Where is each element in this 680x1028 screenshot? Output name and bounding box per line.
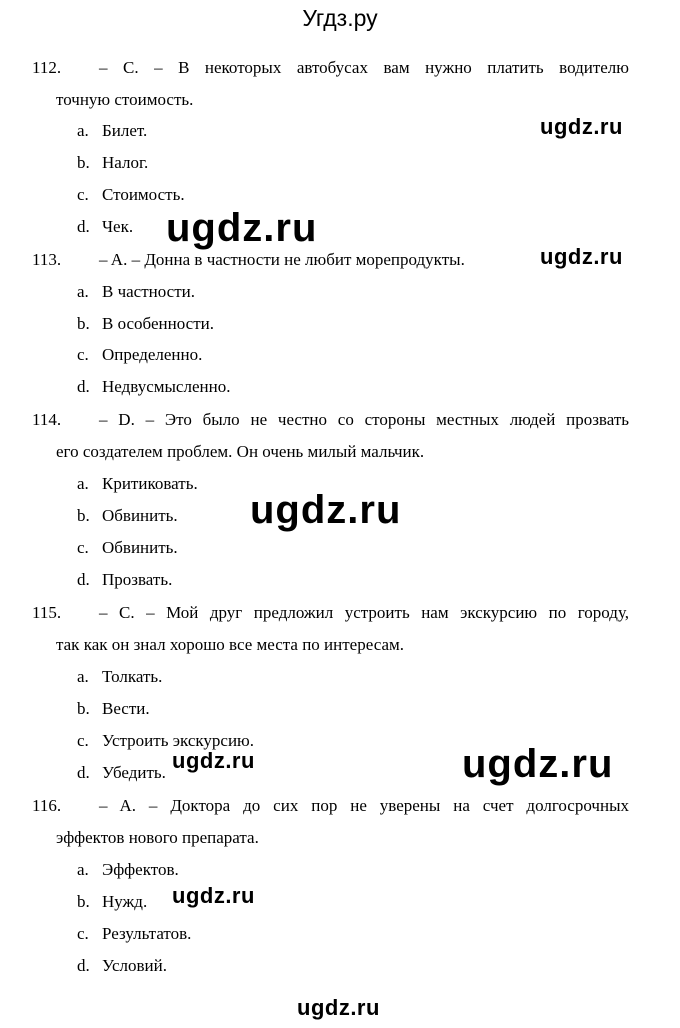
option-b: b. Налог.	[77, 153, 149, 172]
option-c: c. Обвинить.	[77, 538, 178, 557]
option-d: d. Чек.	[77, 217, 134, 236]
option-c: c. Результатов.	[77, 924, 192, 943]
question-number: 116.	[32, 796, 62, 815]
option-a: a. Эффектов.	[77, 860, 179, 879]
question-text-continued: эффектов нового препарата.	[56, 828, 259, 847]
option-c: c. Устроить экскурсию.	[77, 731, 254, 750]
option-d: d. Прозвать.	[77, 570, 173, 589]
watermark: ugdz.ru	[297, 995, 380, 1020]
question-number: 115.	[32, 603, 62, 622]
question-text: – D. – Это было не честно со стороны местных людей прозвать	[99, 410, 629, 429]
question-text: – A. – Донна в частности не любит морепродукты.	[99, 250, 465, 269]
question-text-continued: его создателем проблем. Он очень милый мальчик.	[56, 442, 425, 461]
option-b: b. В особенности.	[77, 314, 214, 333]
watermark: ugdz.ru	[250, 488, 402, 532]
option-a: a. В частности.	[77, 282, 196, 301]
option-b: b. Нужд.	[77, 892, 148, 911]
option-d: d. Недвусмысленно.	[77, 377, 231, 396]
watermark: ugdz.ru	[540, 114, 623, 139]
watermark: ugdz.ru	[462, 742, 614, 786]
question-text: – A. – Доктора до сих пор не уверены на счет долгосрочных	[99, 796, 629, 815]
option-a: a. Толкать.	[77, 667, 163, 686]
question-text-continued: точную стоимость.	[56, 90, 194, 109]
question-text: – C. – Мой друг предложил устроить нам экскурсию по городу,	[99, 603, 629, 622]
option-a: a. Критиковать.	[77, 474, 198, 493]
option-d: d. Убедить.	[77, 763, 166, 782]
site-title: Угдз.ру	[302, 5, 378, 31]
option-b: b. Вести.	[77, 699, 150, 718]
question-number: 114.	[32, 410, 62, 429]
watermark: ugdz.ru	[172, 748, 255, 773]
option-a: a. Билет.	[77, 121, 148, 140]
question-text: – C. – В некоторых автобусах вам нужно платить водителю	[99, 58, 629, 77]
watermark: ugdz.ru	[540, 244, 623, 269]
option-c: c. Определенно.	[77, 345, 203, 364]
question-number: 112.	[32, 58, 62, 77]
watermark: ugdz.ru	[172, 883, 255, 908]
option-c: c. Стоимость.	[77, 185, 185, 204]
option-d: d. Условий.	[77, 956, 167, 975]
option-b: b. Обвинить.	[77, 506, 178, 525]
question-number: 113.	[32, 250, 62, 269]
question-text-continued: так как он знал хорошо все места по интересам.	[56, 635, 405, 654]
watermark: ugdz.ru	[166, 206, 318, 250]
